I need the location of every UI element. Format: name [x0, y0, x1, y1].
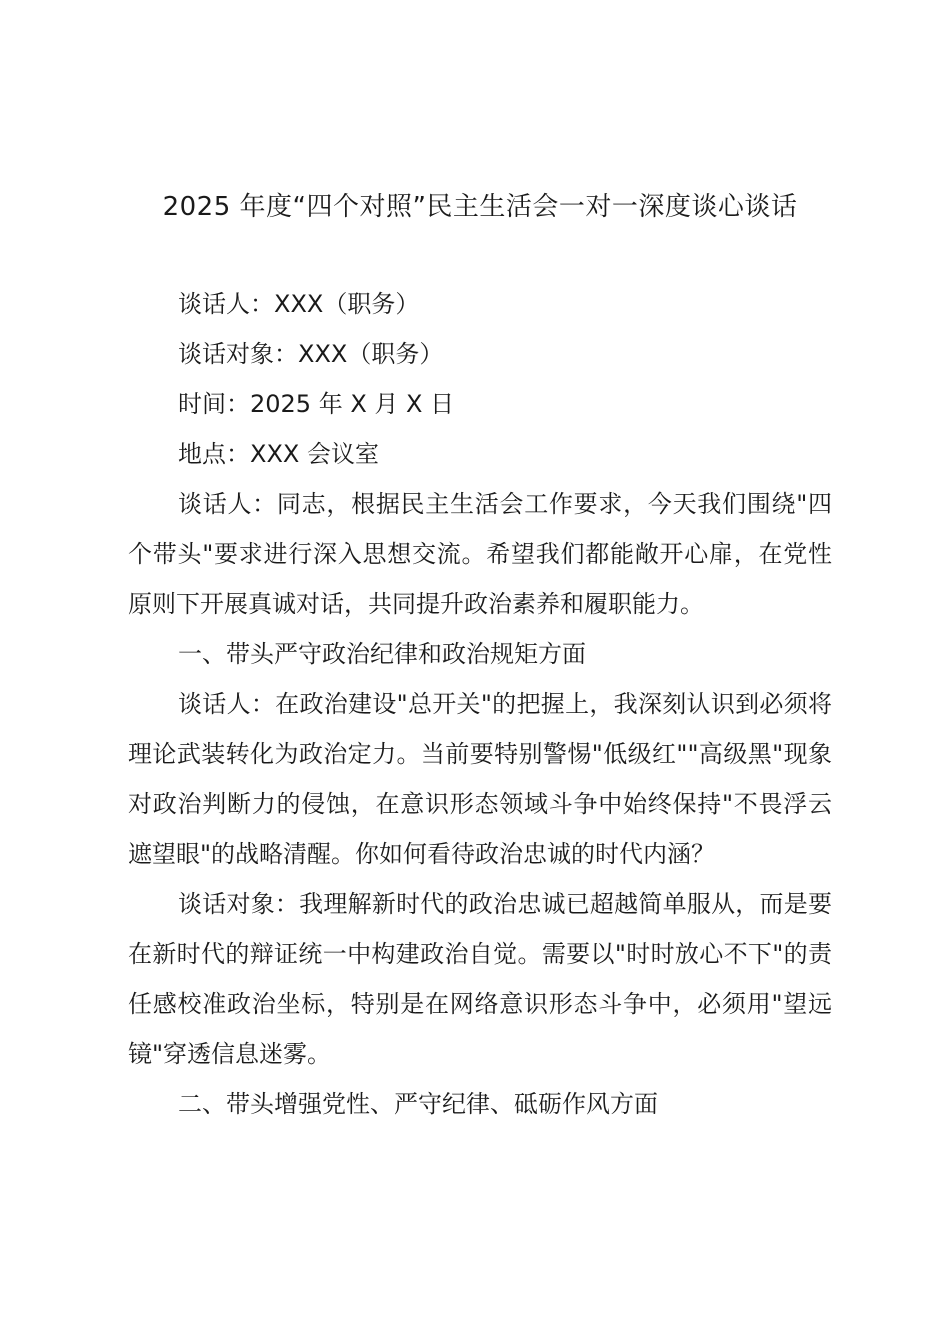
meta-speaker: 谈话人：XXX（职务）: [178, 290, 420, 318]
meta-place: 地点：XXX 会议室: [178, 440, 379, 468]
meta-target: 谈话对象：XXX（职务）: [178, 340, 444, 368]
meta-time: 时间：2025 年 X 月 X 日: [178, 390, 455, 418]
document-title: 2025 年度“四个对照”民主生活会一对一深度谈心谈话: [162, 192, 798, 222]
section-heading-1: 一、带头严守政治纪律和政治规矩方面: [178, 640, 586, 668]
paragraph-target-1: 谈话对象：我理解新时代的政治忠诚已超越简单服从，而是要在新时代的辩证统一中构建政治自觉。需要以"时时放心不下"的责任感校准政治坐标，特别是在网络意识形态斗争中，必须用"望远镜"穿透信息迷雾。: [128, 890, 832, 1068]
document-body: [128, 279, 832, 1129]
paragraph-speaker-1: 谈话人：在政治建设"总开关"的把握上，我深刻认识到必须将理论武装转化为政治定力。当前要特别警惕"低级红""高级黑"现象对政治判断力的侵蚀，在意识形态领域斗争中始终保持"不畏浮云遮望眼"的战略清醒。你如何看待政治忠诚的时代内涵？: [128, 690, 832, 868]
section-heading-2: 二、带头增强党性、严守纪律、砥砺作风方面: [178, 1090, 658, 1118]
paragraph-intro: 谈话人：同志，根据民主生活会工作要求，今天我们围绕"四个带头"要求进行深入思想交流。希望我们都能敞开心扉，在党性原则下开展真诚对话，共同提升政治素养和履职能力。: [128, 490, 832, 618]
